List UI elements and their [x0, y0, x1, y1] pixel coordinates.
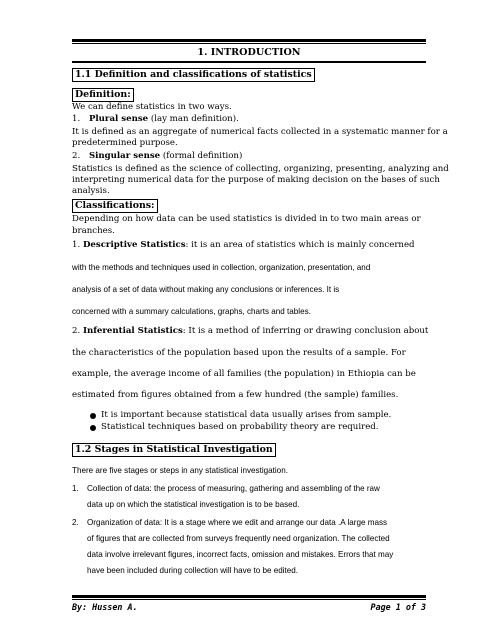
inferential-line-3: example, the average income of all families (the population) in Ethiopia can be	[72, 369, 416, 379]
plural-sense-item	[72, 114, 426, 125]
inferential-line-2: the characteristics of the population based upon the results of a sample. For	[72, 348, 406, 358]
stage-2-line-3: data involve irrelevant figures, incorrect facts, omission and mistakes. Errors that may	[87, 550, 394, 559]
singular-num: 2.	[72, 151, 81, 161]
descriptive-rest: : it is an area of statistics which is mainly concerned	[185, 240, 415, 250]
stages-intro: There are five stages or steps in any statistical investigation.	[72, 466, 288, 475]
stage-1-line-2: data up on which the statistical investigation is to be based.	[87, 500, 300, 509]
definition-intro: We can define statistics in two ways.	[72, 102, 232, 112]
singular-text-1: Statistics is defined as the science of collecting, organizing, presenting, analyzing and	[72, 164, 449, 174]
inferential-rest: : It is a method of inferring or drawing conclusion about	[182, 326, 429, 336]
inferential-term: Inferential Statistics	[82, 326, 183, 336]
classifications-text-1: Depending on how data can be used statistics is divided in to two main areas or	[72, 214, 421, 224]
plural-term: Plural sense	[88, 114, 149, 124]
section-heading-1-2: 1.2 Stages in Statistical Investigation	[72, 443, 276, 457]
stage-2-line-4: have been included during collection will have to be edited.	[87, 566, 299, 575]
stage-2-num: 2.	[72, 518, 79, 527]
descriptive-line-4: concerned with a summary calculations, graphs, charts and tables.	[72, 307, 311, 316]
singular-term: Singular sense	[88, 151, 161, 161]
bullet-dot-icon	[90, 425, 96, 431]
singular-rest: (formal definition)	[160, 151, 243, 161]
plural-rest: (lay man definition).	[148, 114, 239, 124]
inferential-lead: 2.	[72, 326, 83, 336]
bullet-item-1: It is important because statistical data usually arises from sample.	[101, 410, 392, 420]
footer-author: By: Hussen A.	[72, 602, 138, 612]
plural-num: 1.	[72, 114, 81, 124]
classifications-heading: Classifications:	[72, 199, 158, 213]
classifications-text-2: branches.	[72, 226, 115, 236]
inferential-line-4: estimated from figures obtained from a few hundred (the sample) families.	[72, 390, 399, 400]
descriptive-statistics-line	[72, 240, 426, 251]
header-rule-thick	[72, 39, 426, 42]
plural-text-1	[72, 127, 448, 138]
stage-2-line-1: Organization of data: It is a stage where we edit and arrange our data .A large mass	[87, 518, 388, 527]
definition-heading: Definition:	[72, 88, 134, 102]
header-rule-thin	[72, 43, 426, 44]
bullet-item-2: Statistical techniques based on probability theory are required.	[101, 422, 379, 432]
chapter-title: 1. INTRODUCTION	[197, 47, 301, 58]
footer-rule-thick	[72, 595, 426, 598]
plural-text-1-span: It is defined as an aggregate of numerical facts collected in a systematic manner for a	[72, 127, 448, 137]
stage-1-num: 1.	[72, 484, 79, 493]
footer-page-number: Page 1 of 3	[370, 602, 426, 612]
singular-text-3: analysis.	[72, 186, 110, 196]
descriptive-term: Descriptive Statistics	[82, 240, 186, 250]
footer-rule-thin	[72, 599, 426, 600]
descriptive-line-3: analysis of a set of data without making any conclusions or inferences. It is	[72, 285, 340, 294]
inferential-statistics-line	[72, 326, 429, 337]
bullet-dot-icon	[90, 413, 96, 419]
singular-sense-item	[72, 151, 426, 162]
descriptive-lead: 1.	[72, 240, 83, 250]
stage-2-line-2: of figures that are collected from surveys frequently need organization. The collected	[87, 534, 390, 543]
singular-text-2: interpreting numerical data for the purpose of making decision on the bases of such	[72, 175, 440, 185]
section-heading-1-1: 1.1 Definition and classifications of statistics	[72, 68, 315, 82]
title-underline	[72, 61, 426, 63]
descriptive-line-2: with the methods and techniques used in collection, organization, presentation, and	[72, 263, 371, 272]
stage-1-line-1: Collection of data: the process of measuring, gathering and assembling of the raw	[87, 484, 380, 493]
plural-text-2: predetermined purpose.	[72, 138, 178, 148]
